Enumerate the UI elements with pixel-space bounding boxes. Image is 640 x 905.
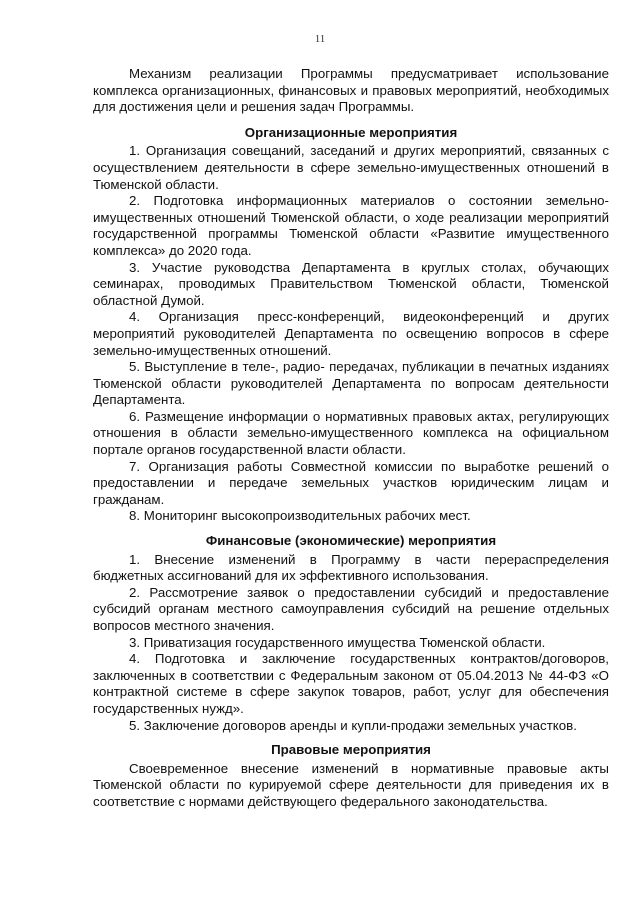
- section-financial: [93, 533, 609, 734]
- section-organizational: [93, 125, 609, 525]
- intro-paragraph: Механизм реализации Программы предусматривает использование комплекса организационных, финансовых и правовых мероприятий, необходимых для достижения цели и решения задач Программы.: [93, 66, 609, 115]
- section-item: 1. Организация совещаний, заседаний и других мероприятий, связанных с осуществлением деятельности в сфере земельно-имущественных отношений в Тюменской области.: [93, 143, 609, 192]
- section-legal: [93, 742, 609, 810]
- section-heading: Финансовые (экономические) мероприятия: [205, 533, 497, 549]
- section-item: 4. Организация пресс-конференций, видеоконференций и других мероприятий руководителей Департамента по освещению вопросов в сфере земельно-имущественных отношений.: [93, 309, 609, 358]
- section-heading: Организационные мероприятия: [244, 124, 458, 140]
- section-item: 7. Организация работы Совместной комиссии по выработке решений о предоставлении и передаче земельных участков юридическим лицам и гражданам.: [93, 458, 609, 507]
- section-item: 5. Выступление в теле-, радио- передачах, публикации в печатных изданиях Тюменской области руководителей Департамента по вопросам деятельности Департамента.: [93, 359, 609, 408]
- section-item: 5. Заключение договоров аренды и купли-продажи земельных участков.: [129, 717, 577, 733]
- document-body: [93, 66, 609, 811]
- section-item: 3. Участие руководства Департамента в круглых столах, обучающих семинарах, проводимых Правительством Тюменской области, Тюменской областной Думой.: [93, 259, 609, 308]
- section-item: Своевременное внесение изменений в нормативные правовые акты Тюменской области по курируемой сфере деятельности для приведения их в соответствие с нормами действующего федерального законодательства.: [93, 760, 609, 809]
- section-item: 3. Приватизация государственного имущества Тюменской области.: [129, 634, 546, 650]
- section-item: 8. Мониторинг высокопроизводительных рабочих мест.: [129, 508, 471, 524]
- section-item: 2. Рассмотрение заявок о предоставлении субсидий и предоставление субсидий органам местного самоуправления субсидий на решение отдельных вопросов местного значения.: [93, 584, 609, 633]
- section-item: 4. Подготовка и заключение государственных контрактов/договоров, заключенных в соответствии с Федеральным законом от 05.04.2013 № 44-ФЗ «О контрактной системе в сфере закупок товаров, работ, услуг для обеспечения государственных нужд».: [93, 651, 609, 716]
- section-heading: Правовые мероприятия: [271, 742, 431, 758]
- page-number: 11: [314, 33, 326, 45]
- section-item: 2. Подготовка информационных материалов о состоянии земельно-имущественных отношений Тюменской области, о ходе реализации мероприятий государственной программы Тюменской области «Развитие имущественного комплекса» до 2020 года.: [93, 193, 609, 258]
- section-item: 6. Размещение информации о нормативных правовых актах, регулирующих отношения в области земельно-имущественного комплекса на официальном портале органов государственной власти области.: [93, 408, 609, 458]
- section-item: 1. Внесение изменений в Программу в части перераспределения бюджетных ассигнований для их эффективного использования.: [93, 551, 609, 584]
